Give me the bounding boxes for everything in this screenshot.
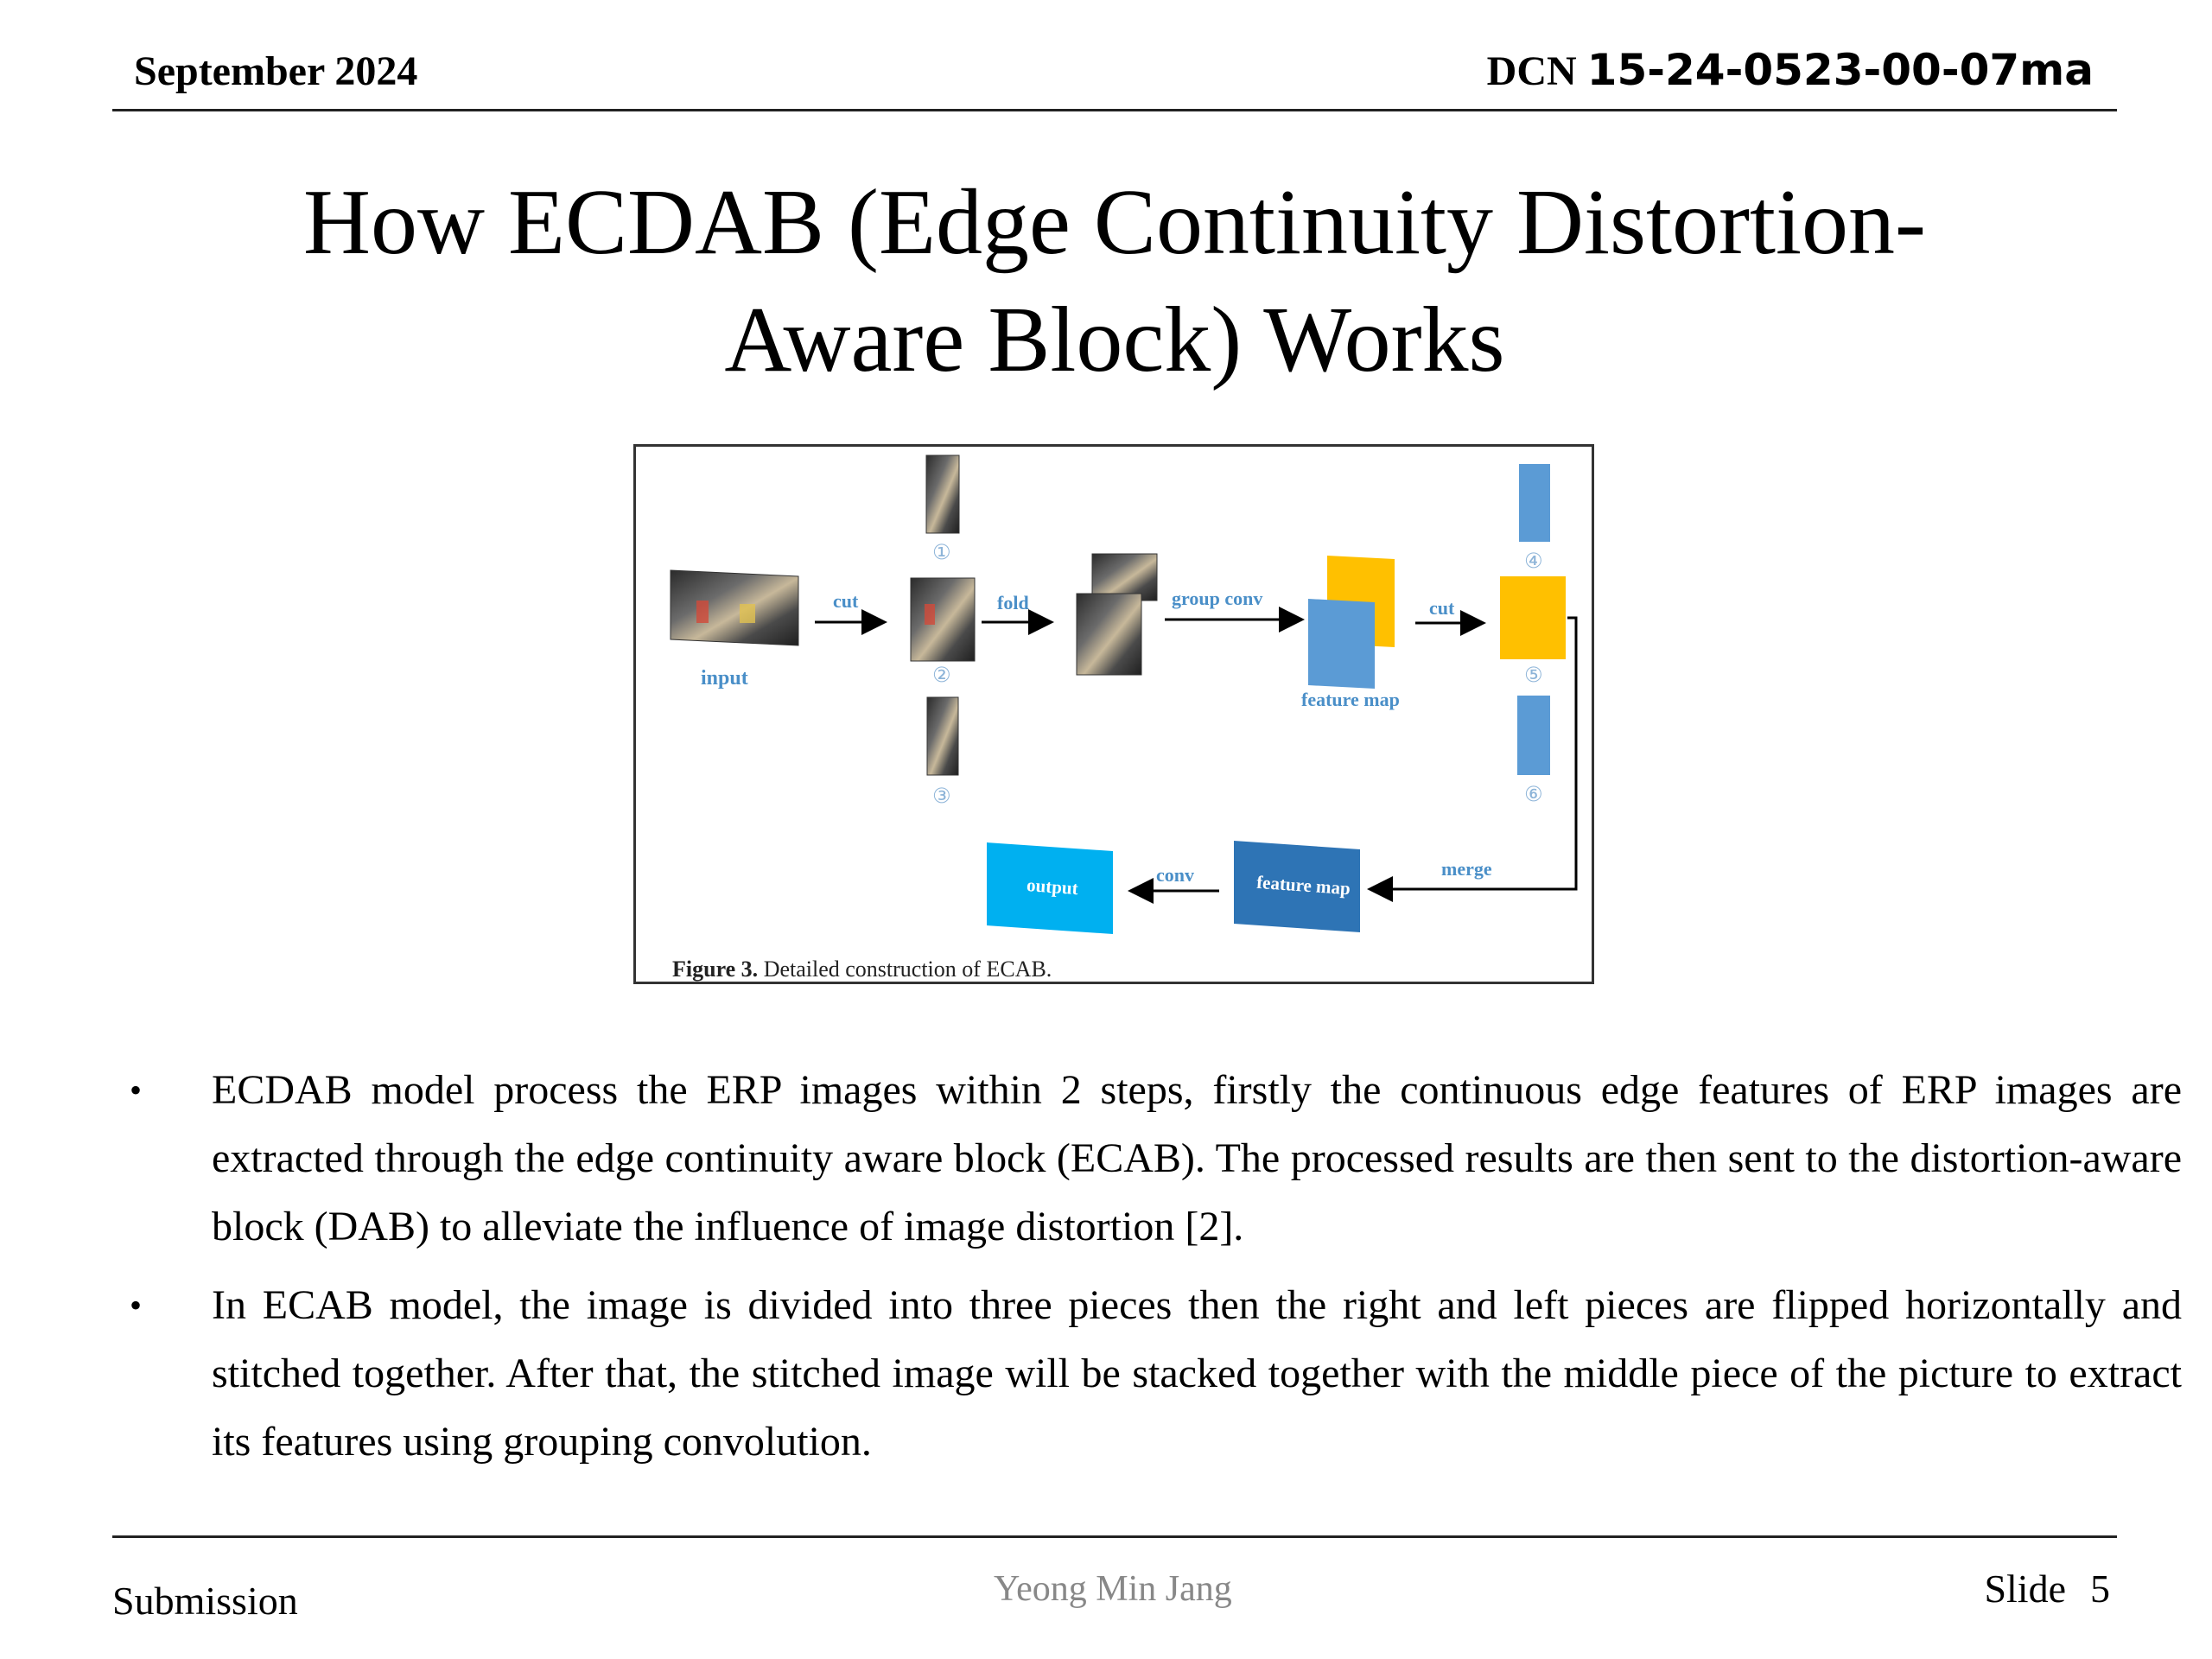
dcn-number: 15-24-0523-00-07ma xyxy=(1586,45,2094,95)
slide-label: Slide xyxy=(1984,1567,2066,1611)
footer-slide-number xyxy=(1984,1566,2110,1611)
footer-divider xyxy=(112,1535,2117,1538)
slide-number: 5 xyxy=(2090,1567,2110,1611)
label-num-6: ⑥ xyxy=(1524,782,1543,806)
piece-2-image xyxy=(911,578,975,661)
bullet-text: ECDAB model process the ERP images within 2 steps, firstly the continuous edge features of ERP images are extracted through the edge continuity aware block (ECAB). The processed results are then sent to the distortion-aware block (DAB) to alleviate the influence of image distortion [2]. xyxy=(212,1067,2182,1249)
label-fold: fold xyxy=(997,592,1029,613)
label-merge: merge xyxy=(1441,858,1492,880)
header-divider xyxy=(112,109,2117,111)
header-date: September 2024 xyxy=(134,48,418,94)
label-num-5: ⑤ xyxy=(1524,663,1543,687)
label-output: output xyxy=(1026,874,1079,899)
feature-piece-5 xyxy=(1500,576,1566,659)
label-num-2: ② xyxy=(932,663,951,687)
input-image xyxy=(671,570,798,645)
figure-caption xyxy=(672,957,1052,982)
label-input: input xyxy=(701,667,748,690)
bullet-item xyxy=(121,1271,2182,1476)
label-cut-2: cut xyxy=(1429,597,1455,619)
header-dcn xyxy=(1487,45,2094,95)
label-group-conv: group conv xyxy=(1172,588,1263,609)
bullet-item xyxy=(121,1056,2182,1261)
feature-piece-4 xyxy=(1519,464,1550,542)
footer-author: Yeong Min Jang xyxy=(994,1569,1232,1609)
bullet-list xyxy=(121,1056,2182,1486)
title-line-2: Aware Block) Works xyxy=(724,289,1505,391)
piece-3-image xyxy=(927,697,958,775)
label-feature-map-top: feature map xyxy=(1301,689,1400,710)
feature-piece-6 xyxy=(1517,696,1550,775)
dcn-label: DCN xyxy=(1486,48,1577,94)
title-line-1: How ECDAB (Edge Continuity Distortion- xyxy=(303,171,1926,274)
label-feature-map-bottom: feature map xyxy=(1255,871,1351,899)
slide-title xyxy=(130,164,2100,399)
caption-bold: Figure 3. xyxy=(672,957,759,982)
feature-map-stack xyxy=(1308,556,1395,689)
ecab-diagram xyxy=(636,447,1592,982)
caption-text: Detailed construction of ECAB. xyxy=(758,957,1052,982)
label-cut-1: cut xyxy=(833,590,859,612)
footer-submission: Submission xyxy=(112,1579,298,1623)
bullet-marker: • xyxy=(130,1071,143,1109)
label-conv: conv xyxy=(1156,864,1194,886)
piece-1-image xyxy=(926,455,959,533)
label-num-3: ③ xyxy=(932,784,951,808)
bullet-text: In ECAB model, the image is divided into three pieces then the right and left pieces are flipped horizontally and stitched together. After that, the stitched image will be stacked together with the middle piece of the picture to extract its features using grouping convolution. xyxy=(212,1282,2182,1465)
stacked-images xyxy=(1077,554,1157,675)
bullet-marker: • xyxy=(130,1286,143,1325)
label-num-4: ④ xyxy=(1524,549,1543,573)
ecab-figure xyxy=(633,444,1594,984)
label-num-1: ① xyxy=(932,540,951,564)
